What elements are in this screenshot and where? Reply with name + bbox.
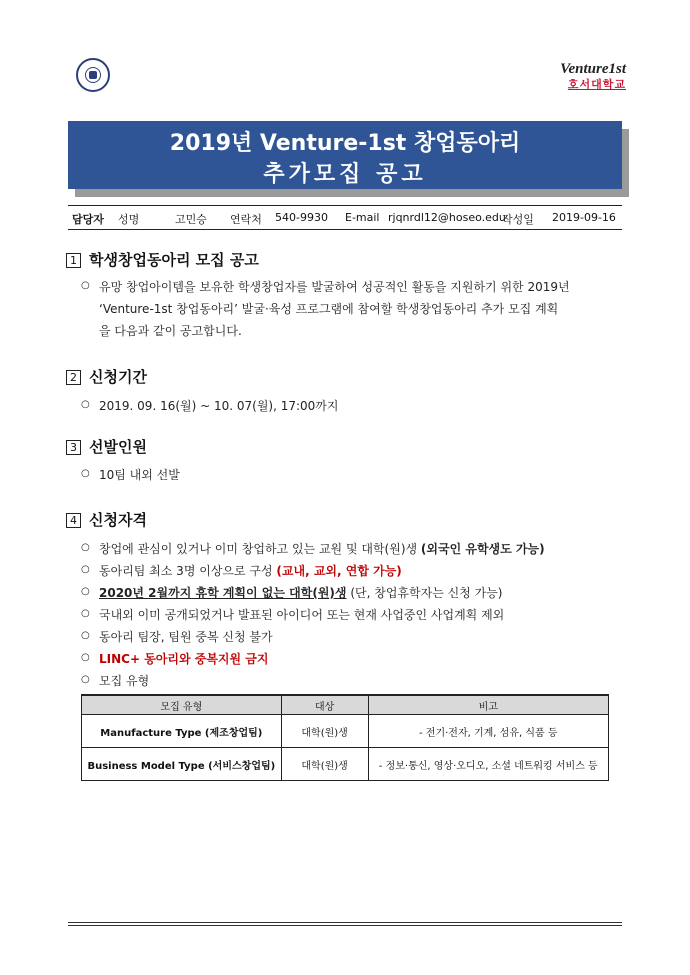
bullet-icon: ○	[81, 468, 90, 479]
info-divider-top	[68, 205, 622, 206]
table-row	[82, 748, 609, 781]
footer-divider	[68, 925, 622, 926]
bullet-icon: ○	[81, 280, 90, 291]
date-value: 2019-09-16	[552, 211, 616, 224]
table-cell-note: - 정보·통신, 영상·오디오, 소셜 네트워킹 서비스 등	[368, 748, 608, 781]
bullet-icon: ○	[81, 564, 90, 575]
bullet-icon: ○	[81, 674, 90, 685]
section-number-1: 1	[66, 253, 81, 268]
s4-item-7: 모집 유형	[99, 674, 150, 688]
s4-item-6: LINC+ 동아리와 중복지원 금지	[99, 652, 269, 666]
phone-label: 연락처	[230, 213, 262, 226]
table-cell-target: 대학(원)생	[281, 748, 368, 781]
bullet-icon: ○	[81, 608, 90, 619]
s2-line-1: 2019. 09. 16(월) ~ 10. 07(월), 17:00까지	[99, 399, 339, 413]
s4-item-2: 동아리팀 최소 3명 이상으로 구성 (교내, 교외, 연합 가능)	[99, 564, 402, 578]
section-title-2: 신청기간	[89, 368, 147, 386]
recruitment-type-table	[81, 694, 609, 781]
university-seal-logo	[76, 58, 110, 92]
title-line-1: 2019년 Venture-1st 창업동아리	[169, 131, 521, 156]
s4-item-4: 국내외 이미 공개되었거나 발표된 아이디어 또는 현재 사업중인 사업계획 제외	[99, 608, 505, 622]
email-label: E-mail	[345, 211, 380, 224]
date-label: 작성일	[502, 213, 534, 226]
name-label: 성명	[118, 213, 140, 226]
manager-label: 담당자	[72, 213, 104, 226]
bullet-icon: ○	[81, 652, 90, 663]
table-header-note: 비고	[368, 695, 608, 715]
name-value: 고민승	[175, 213, 207, 226]
s4-item-3: 2020년 2월까지 휴학 계획이 없는 대학(원)생 (단, 창업휴학자는 신청 가능)	[99, 586, 503, 600]
table-header-target: 대상	[281, 695, 368, 715]
title-banner	[68, 121, 622, 189]
table-header-type: 모집 유형	[82, 695, 282, 715]
footer-divider	[68, 922, 622, 923]
table-cell-target: 대학(원)생	[281, 715, 368, 748]
table-cell-type: Business Model Type (서비스창업팀)	[82, 748, 282, 781]
section-number-4: 4	[66, 513, 81, 528]
section-title-3: 선발인원	[89, 438, 147, 456]
phone-value: 540-9930	[275, 211, 328, 224]
venture1st-logo: Venture1st 호서대학교	[560, 61, 626, 91]
s1-line-1: 유망 창업아이템을 보유한 학생창업자를 발굴하여 성공적인 활동을 지원하기 위한 2019년	[99, 280, 570, 294]
s4-item-5: 동아리 팀장, 팀원 중복 신청 불가	[99, 630, 273, 644]
section-title-4: 신청자격	[89, 511, 147, 529]
bullet-icon: ○	[81, 586, 90, 597]
table-cell-note: - 전기·전자, 기계, 섬유, 식품 등	[368, 715, 608, 748]
section-title-1: 학생창업동아리 모집 공고	[89, 251, 259, 269]
table-cell-type: Manufacture Type (제조창업팀)	[82, 715, 282, 748]
s1-line-2: ‘Venture-1st 창업동아리’ 발굴·육성 프로그램에 참여할 학생창업동아리 추가 모집 계획	[99, 302, 559, 316]
bullet-icon: ○	[81, 630, 90, 641]
bullet-icon: ○	[81, 542, 90, 553]
table-row	[82, 715, 609, 748]
section-number-3: 3	[66, 440, 81, 455]
email-value: rjqnrdl12@hoseo.edu	[388, 211, 506, 224]
s4-item-1: 창업에 관심이 있거나 이미 창업하고 있는 교원 및 대학(원)생 (외국인 유학생도 가능)	[99, 542, 545, 556]
info-divider-bottom	[68, 229, 622, 230]
table-header-row	[82, 695, 609, 715]
s3-line-1: 10팀 내외 선발	[99, 468, 180, 482]
s1-line-3: 을 다음과 같이 공고합니다.	[99, 324, 242, 338]
title-line-2: 추가모집 공고	[263, 162, 427, 187]
bullet-icon: ○	[81, 399, 90, 410]
section-number-2: 2	[66, 370, 81, 385]
